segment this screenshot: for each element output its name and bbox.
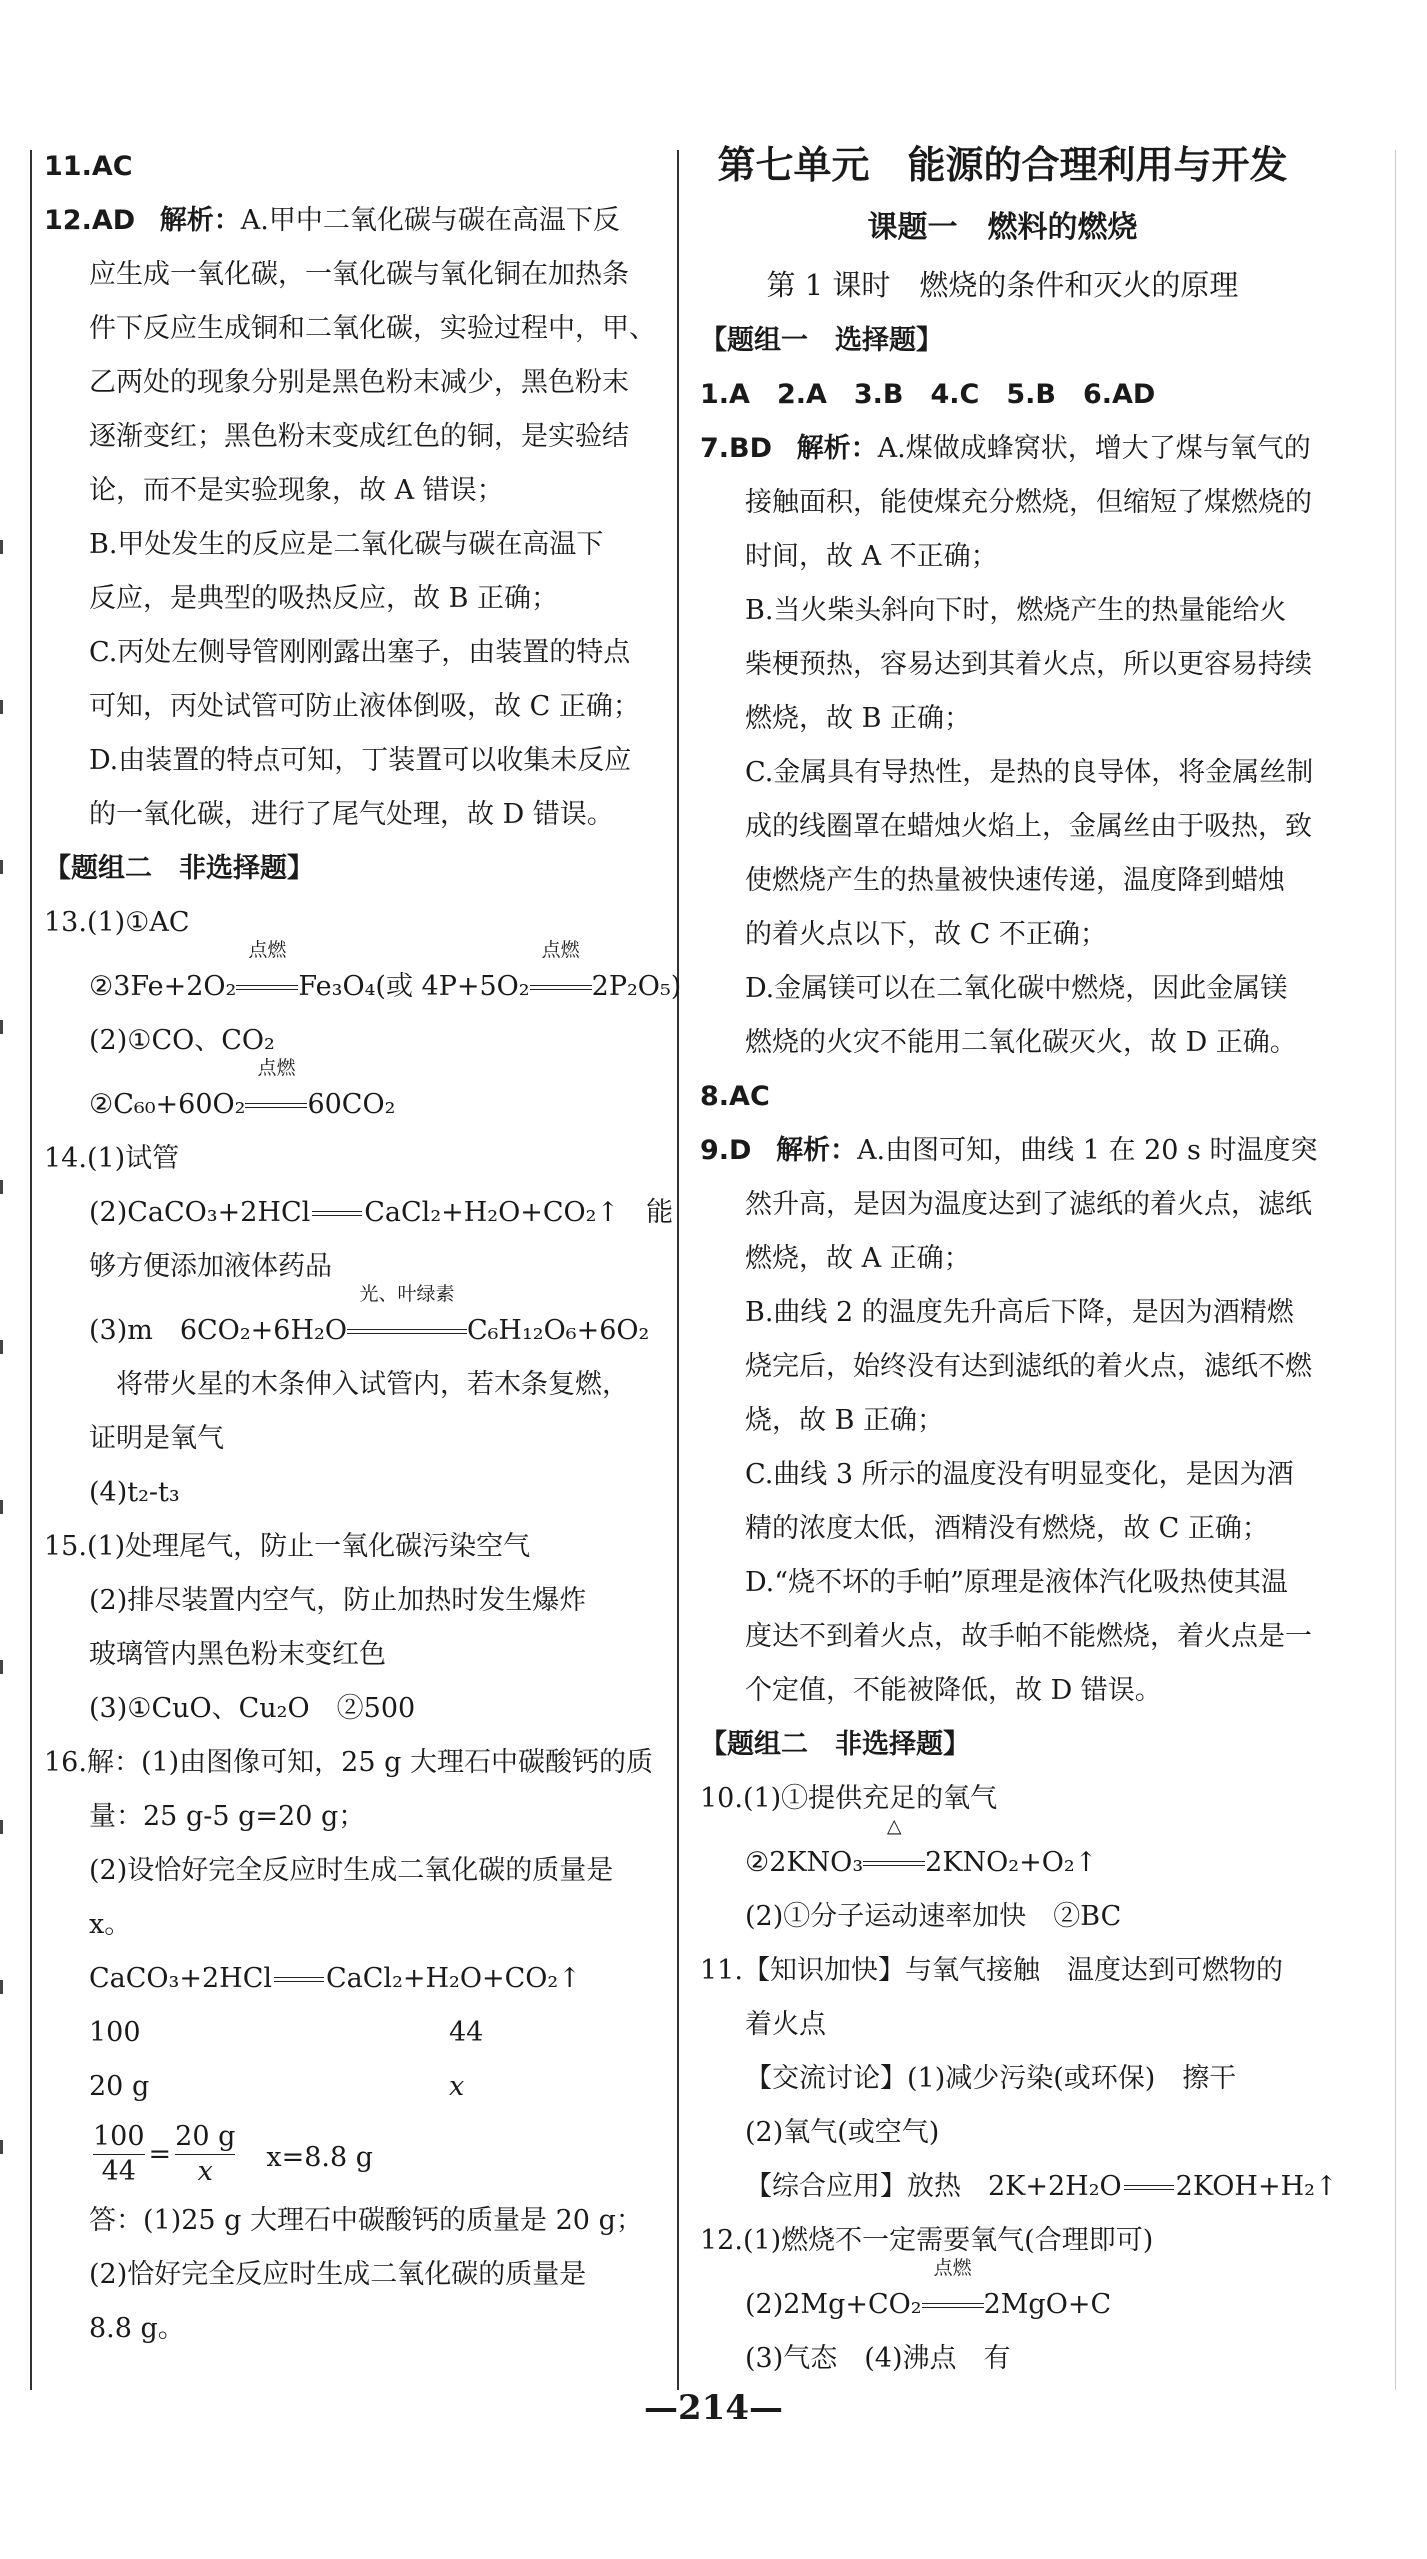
analysis-line: 论，而不是实验现象，故 A 错误； — [89, 475, 504, 506]
analysis-line: D.金属镁可以在二氧化碳中燃烧，因此金属镁 — [745, 973, 1288, 1004]
equation-part: ②C₆₀+60O₂ — [89, 1089, 246, 1120]
answer-10-2: (2)①分子运动速率加快 ②BC — [745, 1901, 1122, 1932]
reaction-arrow — [245, 1057, 307, 1132]
analysis-line: 柴梗预热，容易达到其着火点，所以更容易持续 — [745, 649, 1312, 680]
equation-part: 60CO₂ — [307, 1089, 396, 1120]
reaction-condition: 点燃 — [257, 1057, 296, 1079]
analysis-line: 燃烧，故 B 正确； — [745, 703, 972, 734]
equation — [700, 2160, 1338, 2214]
text-line: 【交流讨论】(1)减少污染(或环保) 擦干 — [745, 2063, 1237, 2094]
analysis-line: D.由装置的特点可知，丁装置可以收集未反应 — [89, 745, 632, 776]
column-divider — [677, 150, 679, 2390]
answer-13-2: (2)①CO、CO₂ — [89, 1025, 275, 1056]
equation — [700, 2257, 1305, 2332]
equation-part: C₆H₁₂O₆+6O₂ — [466, 1315, 650, 1346]
numerator: 20 g — [175, 2120, 235, 2155]
ratio-value: 100 — [89, 2017, 141, 2048]
analysis-line: A.煤做成蜂窝状，增大了煤与氧气的 — [877, 433, 1311, 464]
analysis-label: 解析： — [159, 205, 241, 236]
denominator: 44 — [101, 2155, 136, 2187]
lesson-title: 第 1 课时 燃烧的条件和灭火的原理 — [766, 268, 1239, 302]
text-line: (3)气态 (4)沸点 有 — [745, 2343, 1011, 2374]
analysis-line: 的着火点以下，故 C 不正确； — [745, 919, 1107, 950]
analysis-line: 可知，丙处试管可防止液体倒吸，故 C 正确； — [89, 691, 640, 722]
answer-12-1: 12.(1)燃烧不一定需要氧气(合理即可) — [700, 2225, 1154, 2256]
text-line: (2)设恰好完全反应时生成二氧化碳的质量是 — [89, 1855, 614, 1886]
equals-sign: = — [148, 2138, 172, 2170]
analysis-line: 时间，故 A 不正确； — [745, 541, 998, 572]
ratio-row — [44, 2060, 654, 2114]
text-line: 8.8 g。 — [89, 2313, 185, 2344]
analysis-line: 的一氧化碳，进行了尾气处理，故 D 错误。 — [89, 799, 614, 830]
analysis-label: 解析： — [776, 1135, 858, 1166]
text-line: (2)恰好完全反应时生成二氧化碳的质量是 — [89, 2259, 587, 2290]
analysis-line: 应生成一氧化碳，一氧化碳与氧化铜在加热条 — [89, 259, 629, 290]
reaction-condition: 点燃 — [933, 2257, 972, 2279]
equation — [44, 1952, 654, 2006]
equation — [44, 939, 682, 1014]
text-line: (2)排尽装置内空气，防止加热时发生爆炸 — [89, 1585, 587, 1616]
equation-part: 【综合应用】放热 2K+2H₂O — [745, 2171, 1122, 2202]
answer-9-number: 9.D — [700, 1135, 752, 1166]
answer-12-number: 12.AD — [44, 205, 136, 236]
right-margin-rule — [1395, 150, 1396, 2390]
answer-12-head — [44, 194, 654, 248]
analysis-line: C.丙处左侧导管刚刚露出塞子，由装置的特点 — [89, 637, 631, 668]
analysis-line: 然升高，是因为温度达到了滤纸的着火点，滤纸 — [745, 1189, 1312, 1220]
analysis-line: C.曲线 3 所示的温度没有明显变化，是因为酒 — [745, 1459, 1294, 1490]
answer-10-1: 10.(1)①提供充足的氧气 — [700, 1783, 998, 1814]
text-line: 着火点 — [745, 2009, 826, 2040]
analysis-line: C.金属具有导热性，是热的良导体，将金属丝制 — [745, 757, 1314, 788]
equation-part: CaCl₂+H₂O+CO₂↑ 能 — [364, 1197, 674, 1228]
left-margin-rule — [30, 150, 32, 2390]
analysis-line: 使燃烧产生的热量被快速传递，温度降到蜡烛 — [745, 865, 1285, 896]
numerator: 100 — [93, 2120, 145, 2155]
group-heading: 【题组二 非选择题】 — [44, 853, 314, 884]
text-line: 够方便添加液体药品 — [89, 1251, 332, 1282]
analysis-line: 烧，故 B 正确； — [745, 1405, 945, 1436]
fraction — [175, 2120, 235, 2189]
equation-part: 2KNO₂+O₂↑ — [925, 1847, 1098, 1878]
text-line: 将带火星的木条伸入试管内，若木条复燃， — [89, 1369, 629, 1400]
reaction-arrow — [236, 939, 298, 1014]
reaction-condition: 光、叶绿素 — [359, 1283, 455, 1305]
analysis-line: 反应，是典型的吸热反应，故 B 正确； — [89, 583, 559, 614]
equation-part: CaCO₃+2HCl — [89, 1963, 273, 1994]
equation-part: ②2KNO₃ — [745, 1847, 864, 1878]
answer-15-1: 15.(1)处理尾气，防止一氧化碳污染空气 — [44, 1531, 531, 1562]
text-line: 玻璃管内黑色粉末变红色 — [89, 1639, 386, 1670]
equation-part: CaCl₂+H₂O+CO₂↑ — [326, 1963, 581, 1994]
reaction-arrow — [863, 1815, 925, 1890]
answer-7-head — [700, 422, 1311, 476]
fraction-equation — [44, 2114, 654, 2194]
ratio-row — [44, 2006, 654, 2060]
ratio-value: 44 — [449, 2017, 484, 2048]
answer-11: 11.【知识加快】与氧气接触 温度达到可燃物的 — [700, 1955, 1283, 1986]
group-heading: 【题组一 选择题】 — [700, 325, 943, 356]
answer-7-number: 7.BD — [700, 433, 773, 464]
answer-9-head — [700, 1124, 1318, 1178]
answer-14-1: 14.(1)试管 — [44, 1143, 180, 1174]
equation-part: Fe₃O₄(或 4P+5O₂ — [298, 971, 530, 1002]
analysis-line: 乙两处的现象分别是黑色粉末减少，黑色粉末 — [89, 367, 629, 398]
equation — [44, 1283, 654, 1358]
topic-title: 课题一 燃料的燃烧 — [867, 210, 1138, 245]
analysis-line: B.曲线 2 的温度先升高后下降，是因为酒精燃 — [745, 1297, 1294, 1328]
analysis-line: 燃烧，故 A 正确； — [745, 1243, 971, 1274]
analysis-line: 成的线圈罩在蜡烛火焰上，金属丝由于吸热，致 — [745, 811, 1312, 842]
reaction-condition: △ — [886, 1815, 902, 1837]
analysis-line: 燃烧的火灾不能用二氧化碳灭火，故 D 正确。 — [745, 1027, 1297, 1058]
equation-part: (2)2Mg+CO₂ — [745, 2289, 922, 2320]
reaction-condition: 点燃 — [541, 939, 580, 961]
answer-11: 11.AC — [44, 151, 133, 182]
equation-part: (3)m 6CO₂+6H₂O — [89, 1315, 347, 1346]
text-line: (2)氧气(或空气) — [745, 2117, 940, 2148]
analysis-line: 精的浓度太低，酒精没有燃烧，故 C 正确； — [745, 1513, 1269, 1544]
equation-part: 2MgO+C — [983, 2289, 1112, 2320]
text-line: 量：25 g-5 g=20 g； — [89, 1801, 366, 1832]
result: x=8.8 g — [239, 2141, 374, 2173]
text-line: x。 — [89, 1909, 132, 1940]
analysis-line: D.“烧不坏的手帕”原理是液体汽化吸热使其温 — [745, 1567, 1288, 1598]
equation — [700, 1815, 1305, 1890]
right-column — [700, 130, 1338, 2386]
text-line: 答：(1)25 g 大理石中碳酸钙的质量是 20 g； — [89, 2205, 643, 2236]
equation-part: 2P₂O₅) — [591, 971, 682, 1002]
analysis-line: 度达不到着火点，故手帕不能燃烧，着火点是一 — [745, 1621, 1312, 1652]
fraction — [93, 2120, 145, 2189]
page-number: —214— — [644, 2388, 783, 2428]
analysis-line: 接触面积，能使煤充分燃烧，但缩短了煤燃烧的 — [745, 487, 1312, 518]
left-column — [44, 140, 682, 2356]
answer-13-1: 13.(1)①AC — [44, 907, 190, 938]
answers-1-6: 1.A 2.A 3.B 4.C 5.B 6.AD — [700, 379, 1156, 410]
equation-part: 2KOH+H₂↑ — [1175, 2171, 1338, 2202]
reaction-arrow — [530, 939, 592, 1014]
answer-14-4: (4)t₂-t₃ — [89, 1477, 180, 1508]
text-line: 证明是氧气 — [89, 1423, 224, 1454]
analysis-line: A.甲中二氧化碳与碳在高温下反 — [240, 205, 620, 236]
answer-8: 8.AC — [700, 1081, 770, 1112]
analysis-line: 逐渐变红；黑色粉末变成红色的铜，是实验结 — [89, 421, 629, 452]
binding-edge-marks — [0, 520, 20, 2320]
analysis-line: 烧完后，始终没有达到滤纸的着火点，滤纸不燃 — [745, 1351, 1312, 1382]
equation-part: ②3Fe+2O₂ — [89, 971, 237, 1002]
analysis-line: B.甲处发生的反应是二氧化碳与碳在高温下 — [89, 529, 604, 560]
unit-title: 第七单元 能源的合理利用与开发 — [717, 142, 1288, 187]
reaction-arrow — [922, 2257, 984, 2332]
reaction-condition: 点燃 — [248, 939, 287, 961]
analysis-line: B.当火柴头斜向下时，燃烧产生的热量能给火 — [745, 595, 1287, 626]
answer-16: 16.解：(1)由图像可知，25 g 大理石中碳酸钙的质 — [44, 1747, 653, 1778]
analysis-line: 件下反应生成铜和二氧化碳，实验过程中，甲、 — [89, 313, 656, 344]
denominator: x — [197, 2155, 213, 2187]
equation — [44, 1186, 674, 1240]
analysis-line: 个定值，不能被降低，故 D 错误。 — [745, 1675, 1162, 1706]
reaction-arrow — [347, 1283, 467, 1358]
equation-part: (2)CaCO₃+2HCl — [89, 1197, 311, 1228]
group-heading: 【题组二 非选择题】 — [700, 1729, 970, 1760]
analysis-line: A.由图可知，曲线 1 在 20 s 时温度突 — [857, 1135, 1318, 1166]
ratio-value: x — [449, 2071, 465, 2102]
equation — [44, 1057, 654, 1132]
text-line: (3)①CuO、Cu₂O ②500 — [89, 1693, 416, 1724]
analysis-label: 解析： — [796, 433, 878, 464]
ratio-value: 20 g — [89, 2071, 150, 2102]
